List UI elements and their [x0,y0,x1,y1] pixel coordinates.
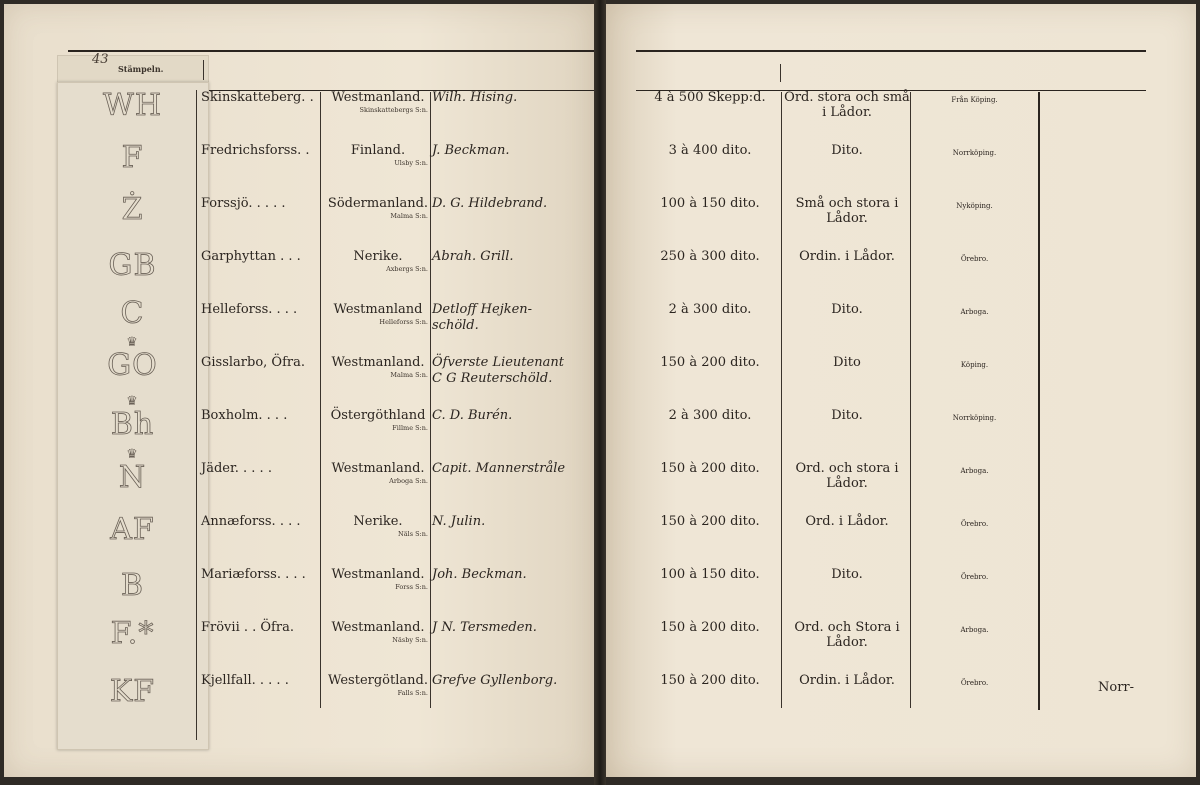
owner-name-line-2: schöld. [432,318,479,333]
crown-icon: ♛ [126,335,139,350]
place-name: Mariæforss. . . . [201,567,306,582]
stamp-letters: B [120,568,145,603]
shipping-port: Från Köping. [951,96,998,104]
catchword: Norr- [1098,680,1135,695]
shipping-port: Örebro. [960,520,989,528]
place-name: Jäder. . . . . [201,461,272,476]
place-name: Forssjö. . . . . [201,196,286,211]
stamp-letters: WH [103,88,162,123]
stamp-mark [60,192,205,227]
stamp-mark [60,674,205,709]
shipping-port: Örebro. [960,679,989,687]
quantity: 4 à 500 Skepp:d. [654,90,766,105]
page-number: 43 [92,52,109,67]
parish: Näls S:n. [398,530,428,538]
quantity: 2 à 300 dito. [668,302,752,317]
place-name: Skinskatteberg. . [201,90,314,105]
stamp-letters: GB [108,248,157,283]
parish: Malma S:n. [390,212,428,220]
owner-name: J N. Tersmeden. [432,620,537,635]
owner-name: Detloff Hejken- [432,302,533,317]
shipping-port: Köping. [960,361,989,369]
stamp-letters: AF [110,512,155,547]
crown-icon: ♛ [126,394,139,409]
place-name: Kjellfall. . . . . [201,673,289,688]
quantity: 150 à 200 dito. [660,355,760,370]
quantity: 2 à 300 dito. [668,408,752,423]
stamp-letters: Bh [110,407,155,442]
quantity: 150 à 200 dito. [660,620,760,635]
owner-name-line-2: C G Reuterschöld. [432,371,553,386]
column-line-6 [1038,92,1040,710]
place-name: Frövii . . Öfra. [201,620,294,635]
province: Westmanland. [331,567,425,582]
quantity: 150 à 200 dito. [660,461,760,476]
crown-icon: ♛ [126,447,139,462]
packing: Dito. [831,567,863,582]
province: Nerike. [353,514,403,529]
packing: Dito. [831,408,863,423]
owner-name: Grefve Gyllenborg. [432,673,558,688]
shipping-port: Arboga. [960,467,989,475]
stamp-mark [60,335,205,383]
province: Westmanland. [331,355,425,370]
packing: Ord. stora och små i Lådor. [784,90,910,120]
owner-name: J. Beckman. [432,143,510,158]
packing: Dito [833,355,861,370]
province: Södermanland. [327,196,429,211]
header-rule-left [68,50,594,52]
stamp-mark [60,140,205,175]
stamp-column-header: Stämpeln. [118,64,164,74]
owner-name: Wilh. Hising. [432,90,518,105]
owner-name: Capit. Mannerstråle [432,461,566,476]
quantity: 150 à 200 dito. [660,514,760,529]
column-line-2 [320,92,321,708]
stamp-letters: F.* [110,616,155,651]
owner-name: D. G. Hildebrand. [432,196,548,211]
place-name: Annæforss. . . . [201,514,301,529]
stamp-letters: GO [107,348,158,383]
stamp-mark [60,447,205,495]
stamp-letters: Ż [121,192,144,227]
parish: Skinskattebergs S:n. [359,106,428,114]
parish: Arboga S:n. [389,477,428,485]
packing: Ordin. i Lådor. [799,673,895,688]
stamp-mark [60,616,205,651]
province: Finland. [350,143,406,158]
stamp-mark [60,296,205,331]
owner-name: N. Julin. [432,514,486,529]
province: Westmanland [333,302,423,317]
parish: Näsby S:n. [392,636,428,644]
stamp-mark [60,248,205,283]
quantity: 100 à 150 dito. [660,196,760,211]
packing: Dito. [831,302,863,317]
quantity: 100 à 150 dito. [660,567,760,582]
parish: Forss S:n. [395,583,428,591]
quantity: 250 à 300 dito. [660,249,760,264]
owner-name: Öfverste Lieutenant [432,355,564,370]
header-tick-left [203,60,204,80]
province: Westmanland. [331,90,425,105]
province: Östergöthland [330,408,426,423]
packing: Ord. och Stora i Lådor. [794,620,900,650]
shipping-port: Arboga. [960,626,989,634]
stamp-mark [60,512,205,547]
shipping-port: Norrköping. [952,414,997,422]
place-name: Garphyttan . . . [201,249,301,264]
province: Nerike. [353,249,403,264]
header-rule-right [636,50,1146,52]
packing: Dito. [831,143,863,158]
parish: Axbergs S:n. [386,265,428,273]
column-line-3 [430,92,431,708]
stamp-letters: C [120,296,145,331]
province: Westergötland. [328,673,428,688]
stamp-mark [60,88,205,123]
shipping-port: Norrköping. [952,149,997,157]
place-name: Gisslarbo, Öfra. [201,355,305,370]
book-gutter [594,0,606,785]
parish: Fillme S:n. [392,424,428,432]
packing: Ord. i Lådor. [805,514,889,529]
column-line-5 [910,92,911,708]
parish: Falls S:n. [397,689,428,697]
owner-name: Abrah. Grill. [432,249,514,264]
parish: Helleforss S:n. [379,318,428,326]
place-name: Helleforss. . . . [201,302,298,317]
owner-name: Joh. Beckman. [432,567,527,582]
parish: Malma S:n. [390,371,428,379]
place-name: Boxholm. . . . [201,408,288,423]
packing: Små och stora i Lådor. [795,196,899,226]
stamp-letters: F [121,140,144,175]
quantity: 150 à 200 dito. [660,673,760,688]
shipping-port: Örebro. [960,255,989,263]
province: Westmanland. [331,461,425,476]
parish: Ulsby S:n. [394,159,428,167]
packing: Ord. och stora i Lådor. [795,461,899,491]
province: Westmanland. [331,620,425,635]
stamp-mark [60,394,205,442]
quantity: 3 à 400 dito. [668,143,752,158]
stamp-mark [60,568,205,603]
stamp-letters: N [118,460,147,495]
shipping-port: Nyköping. [956,202,993,210]
owner-name: C. D. Burén. [432,408,513,423]
column-line-4 [781,92,782,708]
shipping-port: Örebro. [960,573,989,581]
header-tick-right [780,64,781,82]
place-name: Fredrichsforss. . [201,143,310,158]
stamp-letters: KF [109,674,156,709]
shipping-port: Arboga. [960,308,989,316]
packing: Ordin. i Lådor. [799,249,895,264]
